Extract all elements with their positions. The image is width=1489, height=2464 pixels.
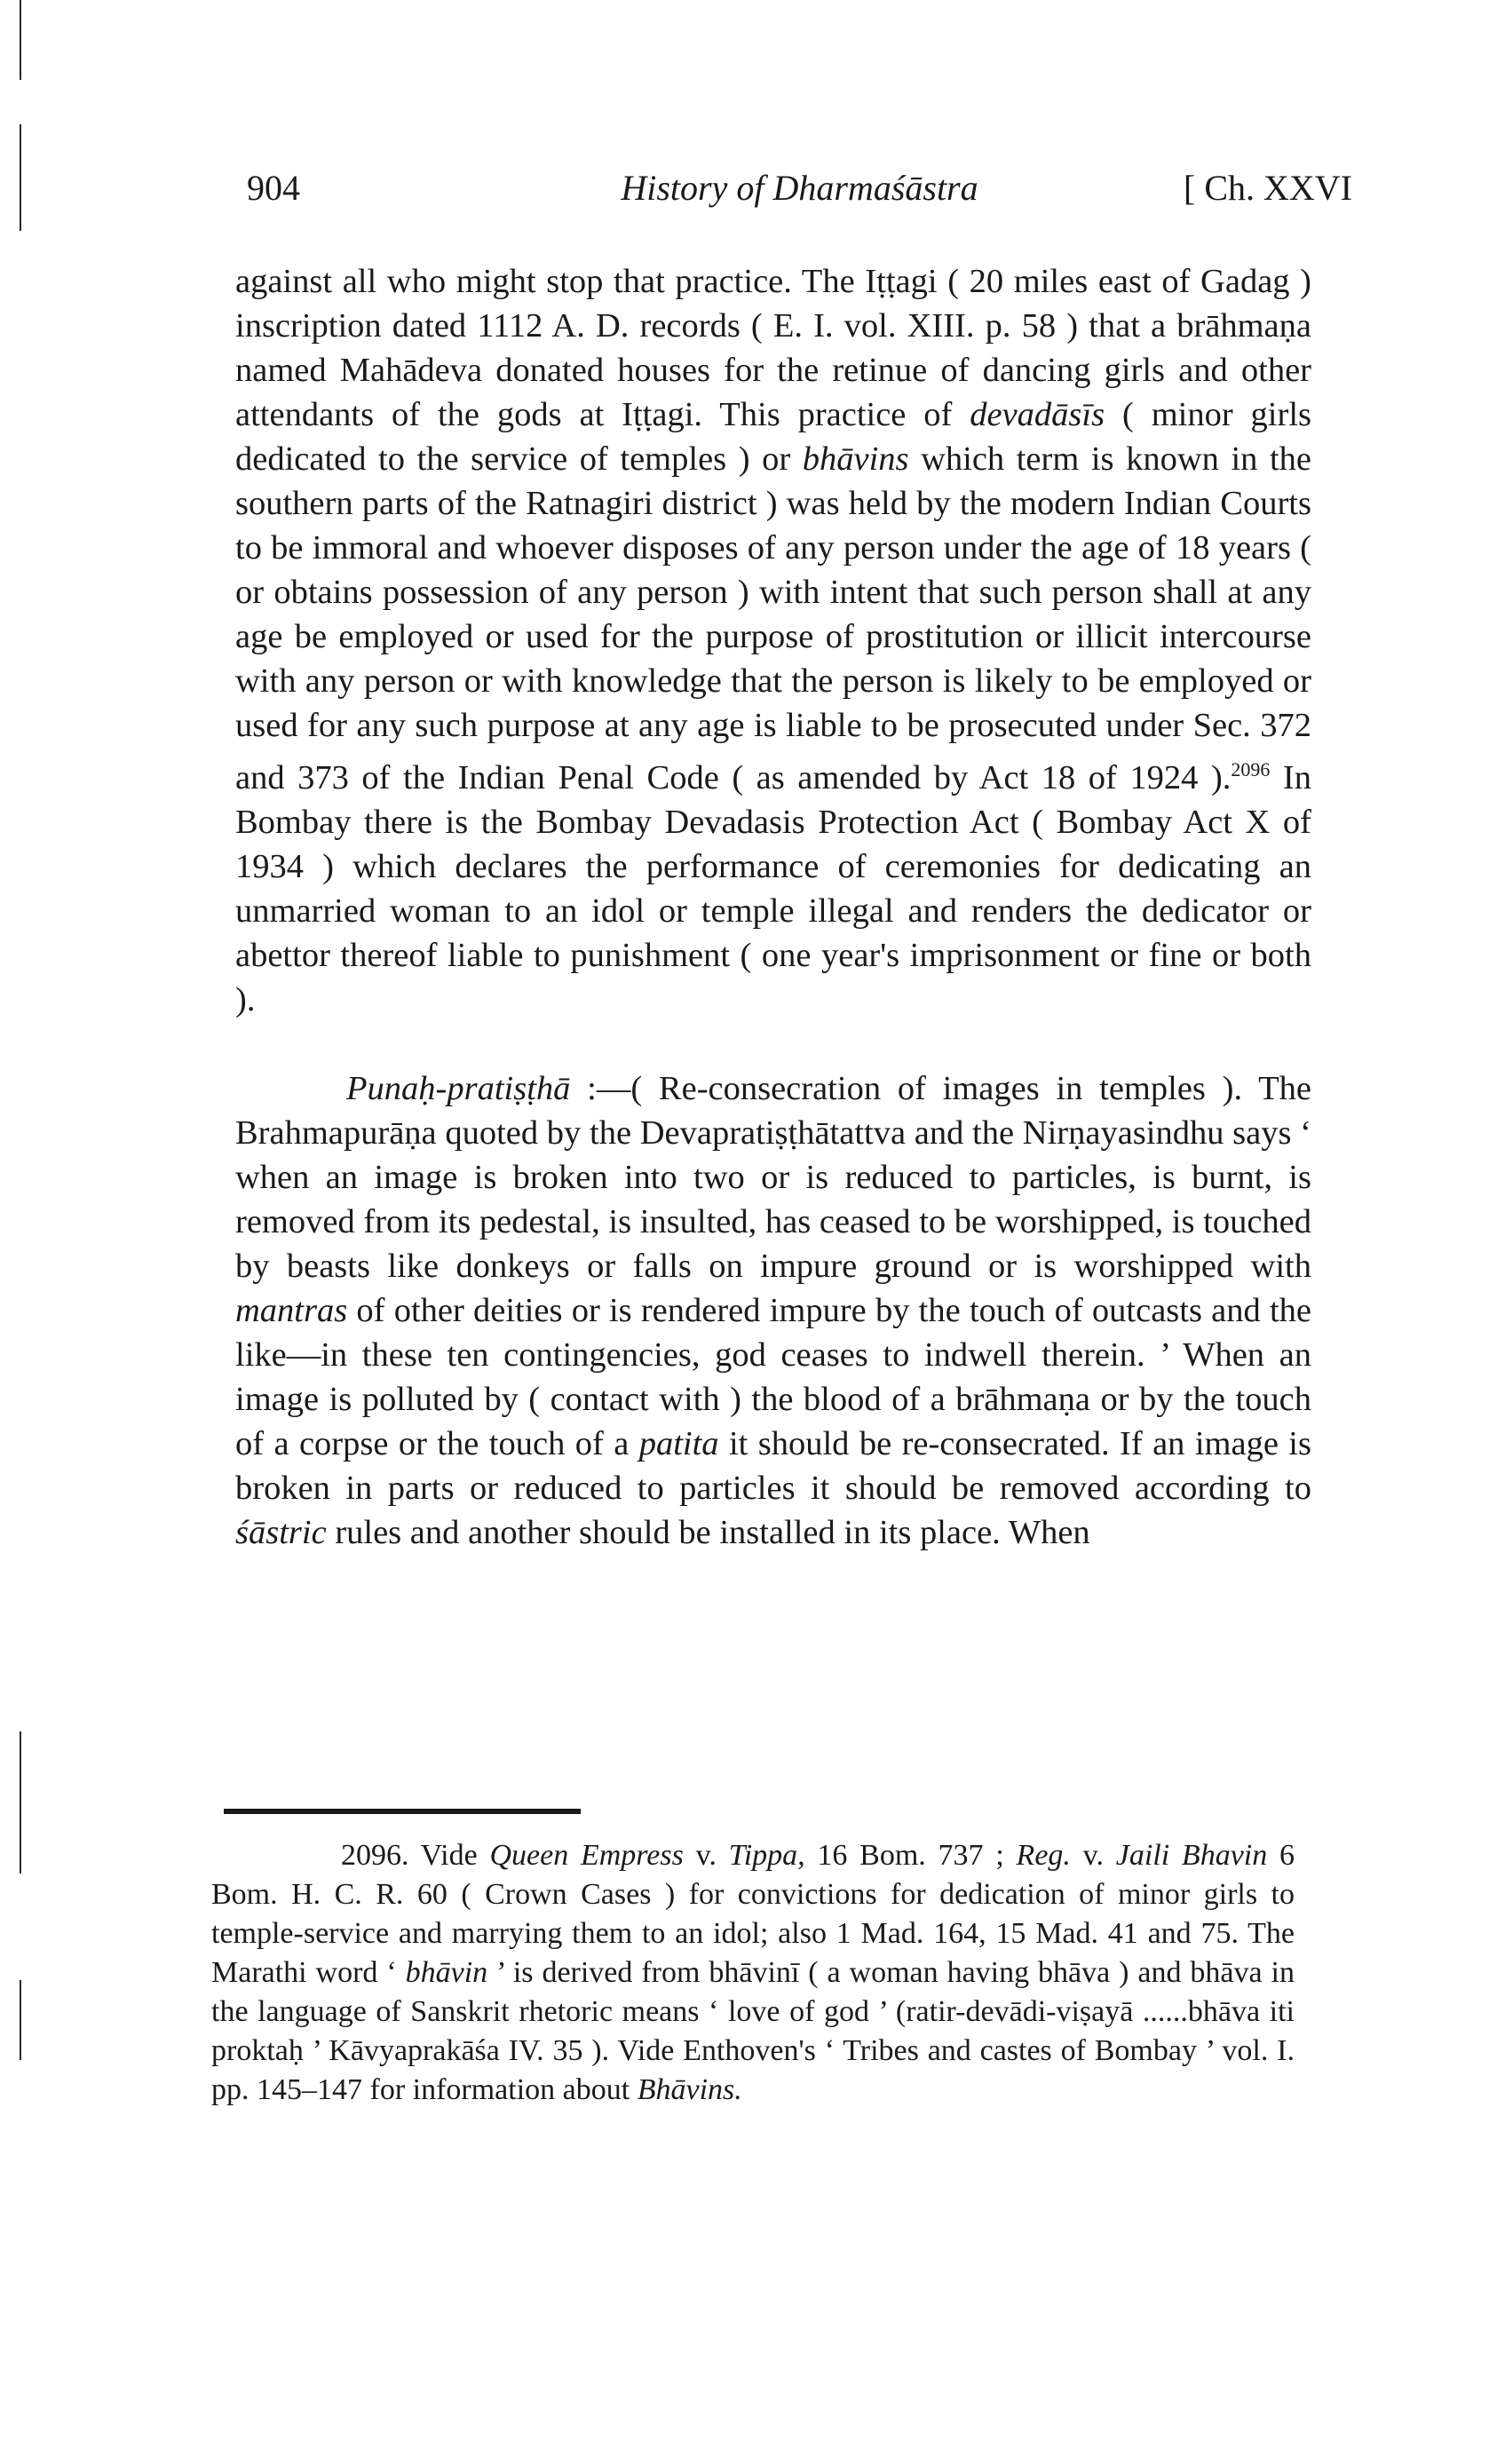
text-run: ( minor girls dedicated to the service of temples ) or	[235, 396, 1311, 478]
italic-term: śāstric	[235, 1513, 327, 1551]
italic-term: mantras	[235, 1291, 348, 1329]
italic-term: Jaili Bhavin	[1115, 1839, 1268, 1872]
running-head	[247, 167, 1352, 220]
scan-edge-line	[20, 124, 21, 231]
text-run: 16 Bom. 737 ;	[804, 1839, 1017, 1872]
text-run: ’ is derived from bhāvinī ( a woman having bhāva ) and bhāva in the language of Sanskrit rhetoric means ‘ love of god ’ (ratir-devādi-viṣayā ......bhāva iti proktaḥ ’ Kāvyaprakāśa IV. 35 ). Vide Enthoven's ‘ Tribes and castes of Bombay ’ vol. I. pp. 145–147 for information about	[211, 1956, 1295, 2106]
italic-term: patita	[638, 1424, 719, 1462]
book-title: History of Dharmaśāstra	[621, 168, 978, 208]
paragraph	[235, 1066, 1311, 1555]
italic-term: Reg.	[1016, 1839, 1071, 1872]
italic-term: bhāvin	[405, 1956, 488, 1989]
scan-edge-line	[20, 0, 21, 80]
main-text	[235, 259, 1311, 1555]
text-run: which term is known in the southern parts of the Ratnagiri district ) was held by the modern Indian Courts to be immoral and whoever disposes of any person under the age of 18 years ( or obtains possession of any person ) with intent that such person shall at any age be employed or used for the purpose of prostitution or illicit intercourse with any person or with knowledge that the person is likely to be employed or used for any such purpose at any age is liable to be prosecuted under Sec. 372 and 373 of the Indian Penal Code ( as amended by Act 18 of 1924 ).	[235, 440, 1312, 796]
italic-term: Bhāvins.	[637, 2073, 742, 2106]
italic-term: bhāvins	[802, 440, 909, 478]
footnote-reference: 2096	[1231, 758, 1271, 780]
text-run: against all who might stop that practice. The Iṭṭagi ( 20 miles east of Gadag ) inscription dated 1112 A. D. records ( E. I. vol. XIII. p. 58 ) that a brāhmaṇa named Mahādeva donated houses for the retinue of dancing girls and other attendants of the gods at Iṭṭagi. This practice of	[235, 263, 1311, 433]
text-run: v.	[683, 1839, 729, 1872]
footnote-number: 2096.	[341, 1839, 409, 1872]
page-number: 904	[247, 168, 300, 208]
chapter-label: [ Ch. XXVI	[1184, 168, 1352, 208]
text-run: rules and another should be installed in its place. When	[326, 1513, 1090, 1551]
text-run: v.	[1070, 1839, 1116, 1872]
text-run: it should be re-consecrated. If an image is broken in parts or reduced to particles it should be removed according to	[235, 1424, 1311, 1507]
scan-edge-line	[20, 1731, 21, 1874]
italic-term: devadāsīs	[970, 396, 1105, 433]
paragraph	[235, 259, 1311, 1022]
text-run: :—( Re-consecration of images in temples ). The Brahmapurāṇa quoted by the Devapratiṣṭhātattva and the Nirṇayasindhu says ‘ when an image is broken into two or is reduced to particles, is burnt, is removed from its pedestal, is insulted, has ceased to be worshipped, is touched by beasts like donkeys or falls on impure ground or is worshipped with	[235, 1069, 1311, 1285]
footnote-divider	[224, 1809, 581, 1814]
scan-edge-line	[20, 1980, 21, 2060]
text-run: Vide	[408, 1839, 490, 1872]
text-run: In Bombay there is the Bombay Devadasis Protection Act ( Bombay Act X of 1934 ) which declares the performance of ceremonies for dedicating an unmarried woman to an idol or temple illegal and renders the dedicator or abettor thereof liable to punishment ( one year's imprisonment or fine or both ).	[235, 758, 1311, 1018]
footnote	[211, 1836, 1295, 2110]
footnote-text	[211, 1836, 1295, 2110]
italic-term: Tippa,	[728, 1839, 805, 1872]
text-run: of other deities or is rendered impure by the touch of outcasts and the like—in these ten contingencies, god ceases to indwell therein. ’ When an image is polluted by ( contact with ) the blood of a brāhmaṇa or by the touch of a corpse or the touch of a	[235, 1291, 1311, 1462]
section-heading: Punaḥ-pratiṣṭhā	[346, 1069, 571, 1107]
italic-term: Queen Empress	[489, 1839, 684, 1872]
text-run: 6 Bom. H. C. R. 60 ( Crown Cases ) for convictions for dedication of minor girls to temple-service and marrying them to an idol; also 1 Mad. 164, 15 Mad. 41 and 75. The Marathi word ‘	[211, 1839, 1295, 1989]
